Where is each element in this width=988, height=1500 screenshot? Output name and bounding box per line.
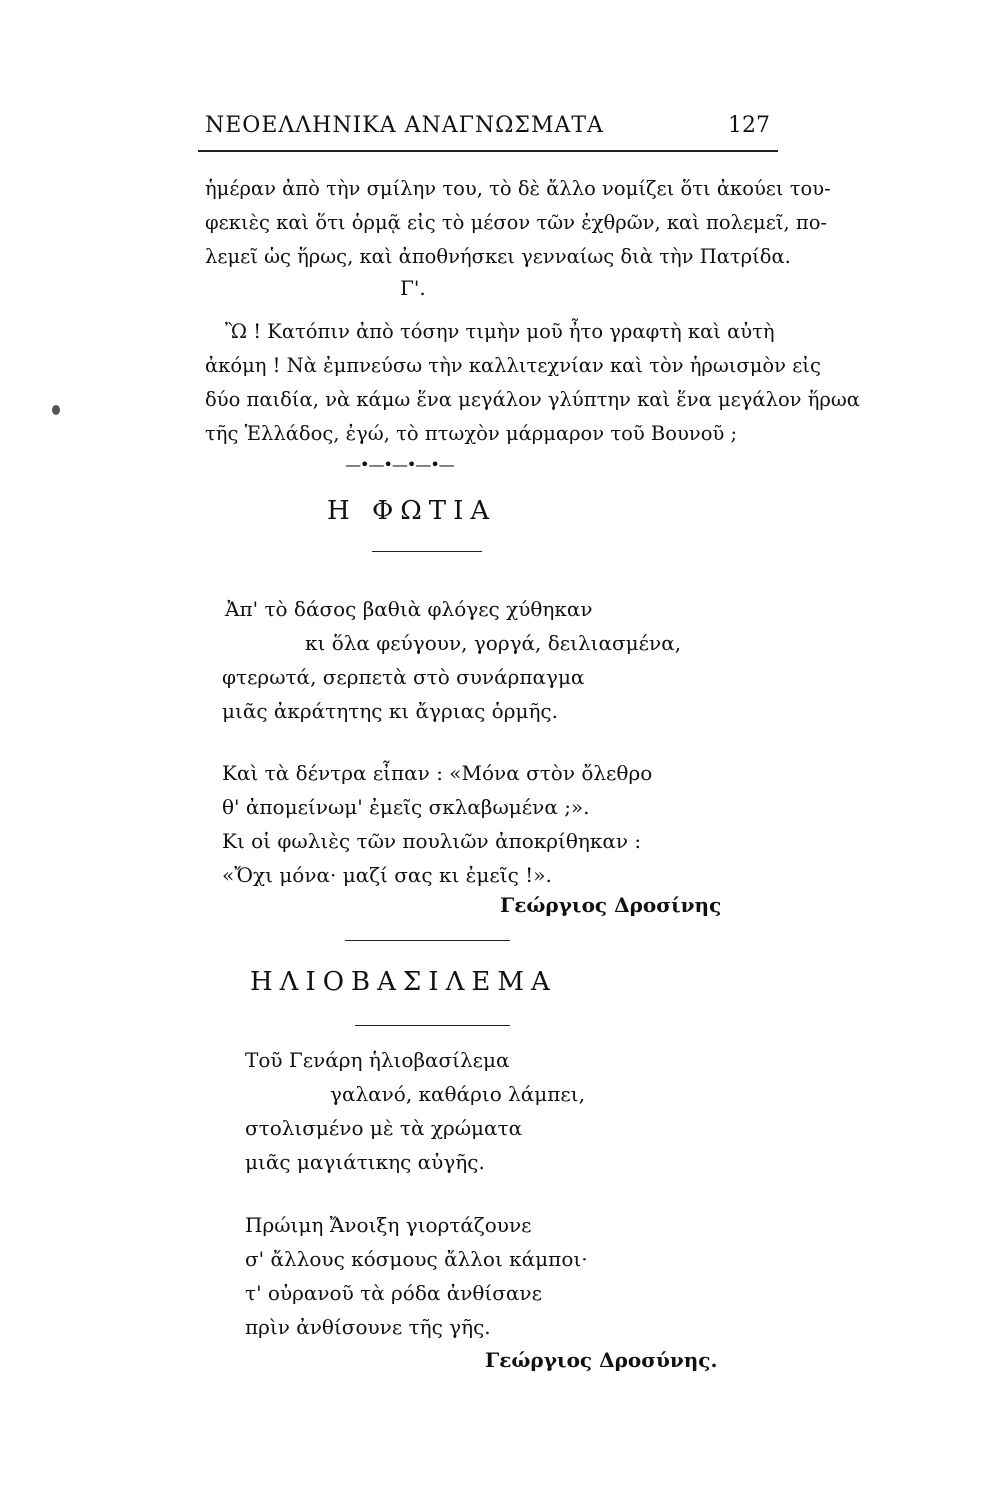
- verse-line: «Ὄχι μόνα· μαζί σας κι ἐμεῖς !».: [222, 863, 552, 887]
- page-number: 127: [728, 113, 770, 138]
- margin-speck: [52, 405, 60, 415]
- verse-line: θ' ἀπομείνωμ' ἐμεῖς σκλαβωμένα ;».: [222, 795, 590, 819]
- prose-line: ἀκόμη ! Νὰ ἐμπνεύσω τὴν καλλιτεχνίαν καὶ τὸν ἡρωισμὸν εἰς: [205, 354, 821, 377]
- poem-title-fotia: Η ΦΩΤΙΑ: [327, 496, 497, 526]
- verse-line: φτερωτά, σερπετὰ στὸ συνάρπαγμα: [222, 665, 585, 689]
- prose-paragraph-1: [205, 172, 831, 274]
- ornament-divider: —•—•—•—•—: [345, 455, 454, 474]
- header-rule: [198, 150, 778, 152]
- prose-line: τῆς Ἑλλάδος, ἐγώ, τὸ πτωχὸν μάρμαρον τοῦ Βουνοῦ ;: [205, 422, 738, 445]
- verse-line: Καὶ τὰ δέντρα εἶπαν : «Μόνα στὸν ὄλεθρο: [222, 761, 653, 785]
- verse-line: Κι οἱ φωλιὲς τῶν πουλιῶν ἀποκρίθηκαν :: [222, 829, 642, 853]
- verse-line: στολισμένο μὲ τὰ χρώματα: [245, 1116, 523, 1140]
- prose-paragraph-2: [205, 315, 860, 451]
- title-underline: [355, 1025, 510, 1026]
- verse-line: μιᾶς μαγιάτικης αὐγῆς.: [245, 1150, 485, 1174]
- verse-line: κι ὅλα φεύγουν, γοργά, δειλιασμένα,: [305, 631, 682, 655]
- verse-line: Τοῦ Γενάρη ἡλιοβασίλεμα: [245, 1048, 510, 1072]
- verse-line: Ἀπ' τὸ δάσος βαθιὰ φλόγες χύθηκαν: [225, 597, 593, 621]
- poem-author: Γεώργιος Δροσύνης.: [485, 1348, 718, 1372]
- verse-line: τ' οὐρανοῦ τὰ ρόδα ἀνθίσανε: [245, 1281, 542, 1305]
- poem-author: Γεώργιος Δροσίνης: [500, 893, 722, 917]
- running-header-title: ΝΕΟΕΛΛΗΝΙΚΑ ΑΝΑΓΝΩΣΜΑΤΑ: [205, 113, 604, 138]
- section-mark: Γ'.: [400, 276, 426, 300]
- verse-line: σ' ἄλλους κόσμους ἄλλοι κάμποι·: [245, 1247, 588, 1271]
- verse-line: γαλανό, καθάριο λάμπει,: [330, 1082, 585, 1106]
- section-divider: [345, 940, 510, 941]
- prose-line: φεκιὲς καὶ ὅτι ὁρμᾷ εἰς τὸ μέσον τῶν ἐχθρῶν, καὶ πολεμεῖ, πο-: [205, 211, 828, 234]
- verse-line: μιᾶς ἀκράτητης κι ἄγριας ὁρμῆς.: [222, 699, 558, 723]
- prose-line: δύο παιδία, νὰ κάμω ἕνα μεγάλον γλύπτην καὶ ἕνα μεγάλον ἥρωα: [205, 388, 860, 411]
- title-underline: [372, 551, 482, 552]
- poem-title-iliovasilema: ΗΛΙΟΒΑΣΙΛΕΜΑ: [250, 967, 557, 997]
- prose-line: ἡμέραν ἀπὸ τὴν σμίλην του, τὸ δὲ ἄλλο νομίζει ὅτι ἀκούει του-: [205, 177, 831, 200]
- prose-line: Ὢ ! Κατόπιν ἀπὸ τόσην τιμὴν μοῦ ἦτο γραφτὴ καὶ αὐτὴ: [225, 320, 775, 343]
- prose-line: λεμεῖ ὡς ἥρως, καὶ ἀποθνήσκει γενναίως διὰ τὴν Πατρίδα.: [205, 245, 791, 268]
- verse-line: πρὶν ἀνθίσουνε τῆς γῆς.: [245, 1315, 491, 1339]
- verse-line: Πρώιμη Ἄνοιξη γιορτάζουνε: [245, 1213, 532, 1237]
